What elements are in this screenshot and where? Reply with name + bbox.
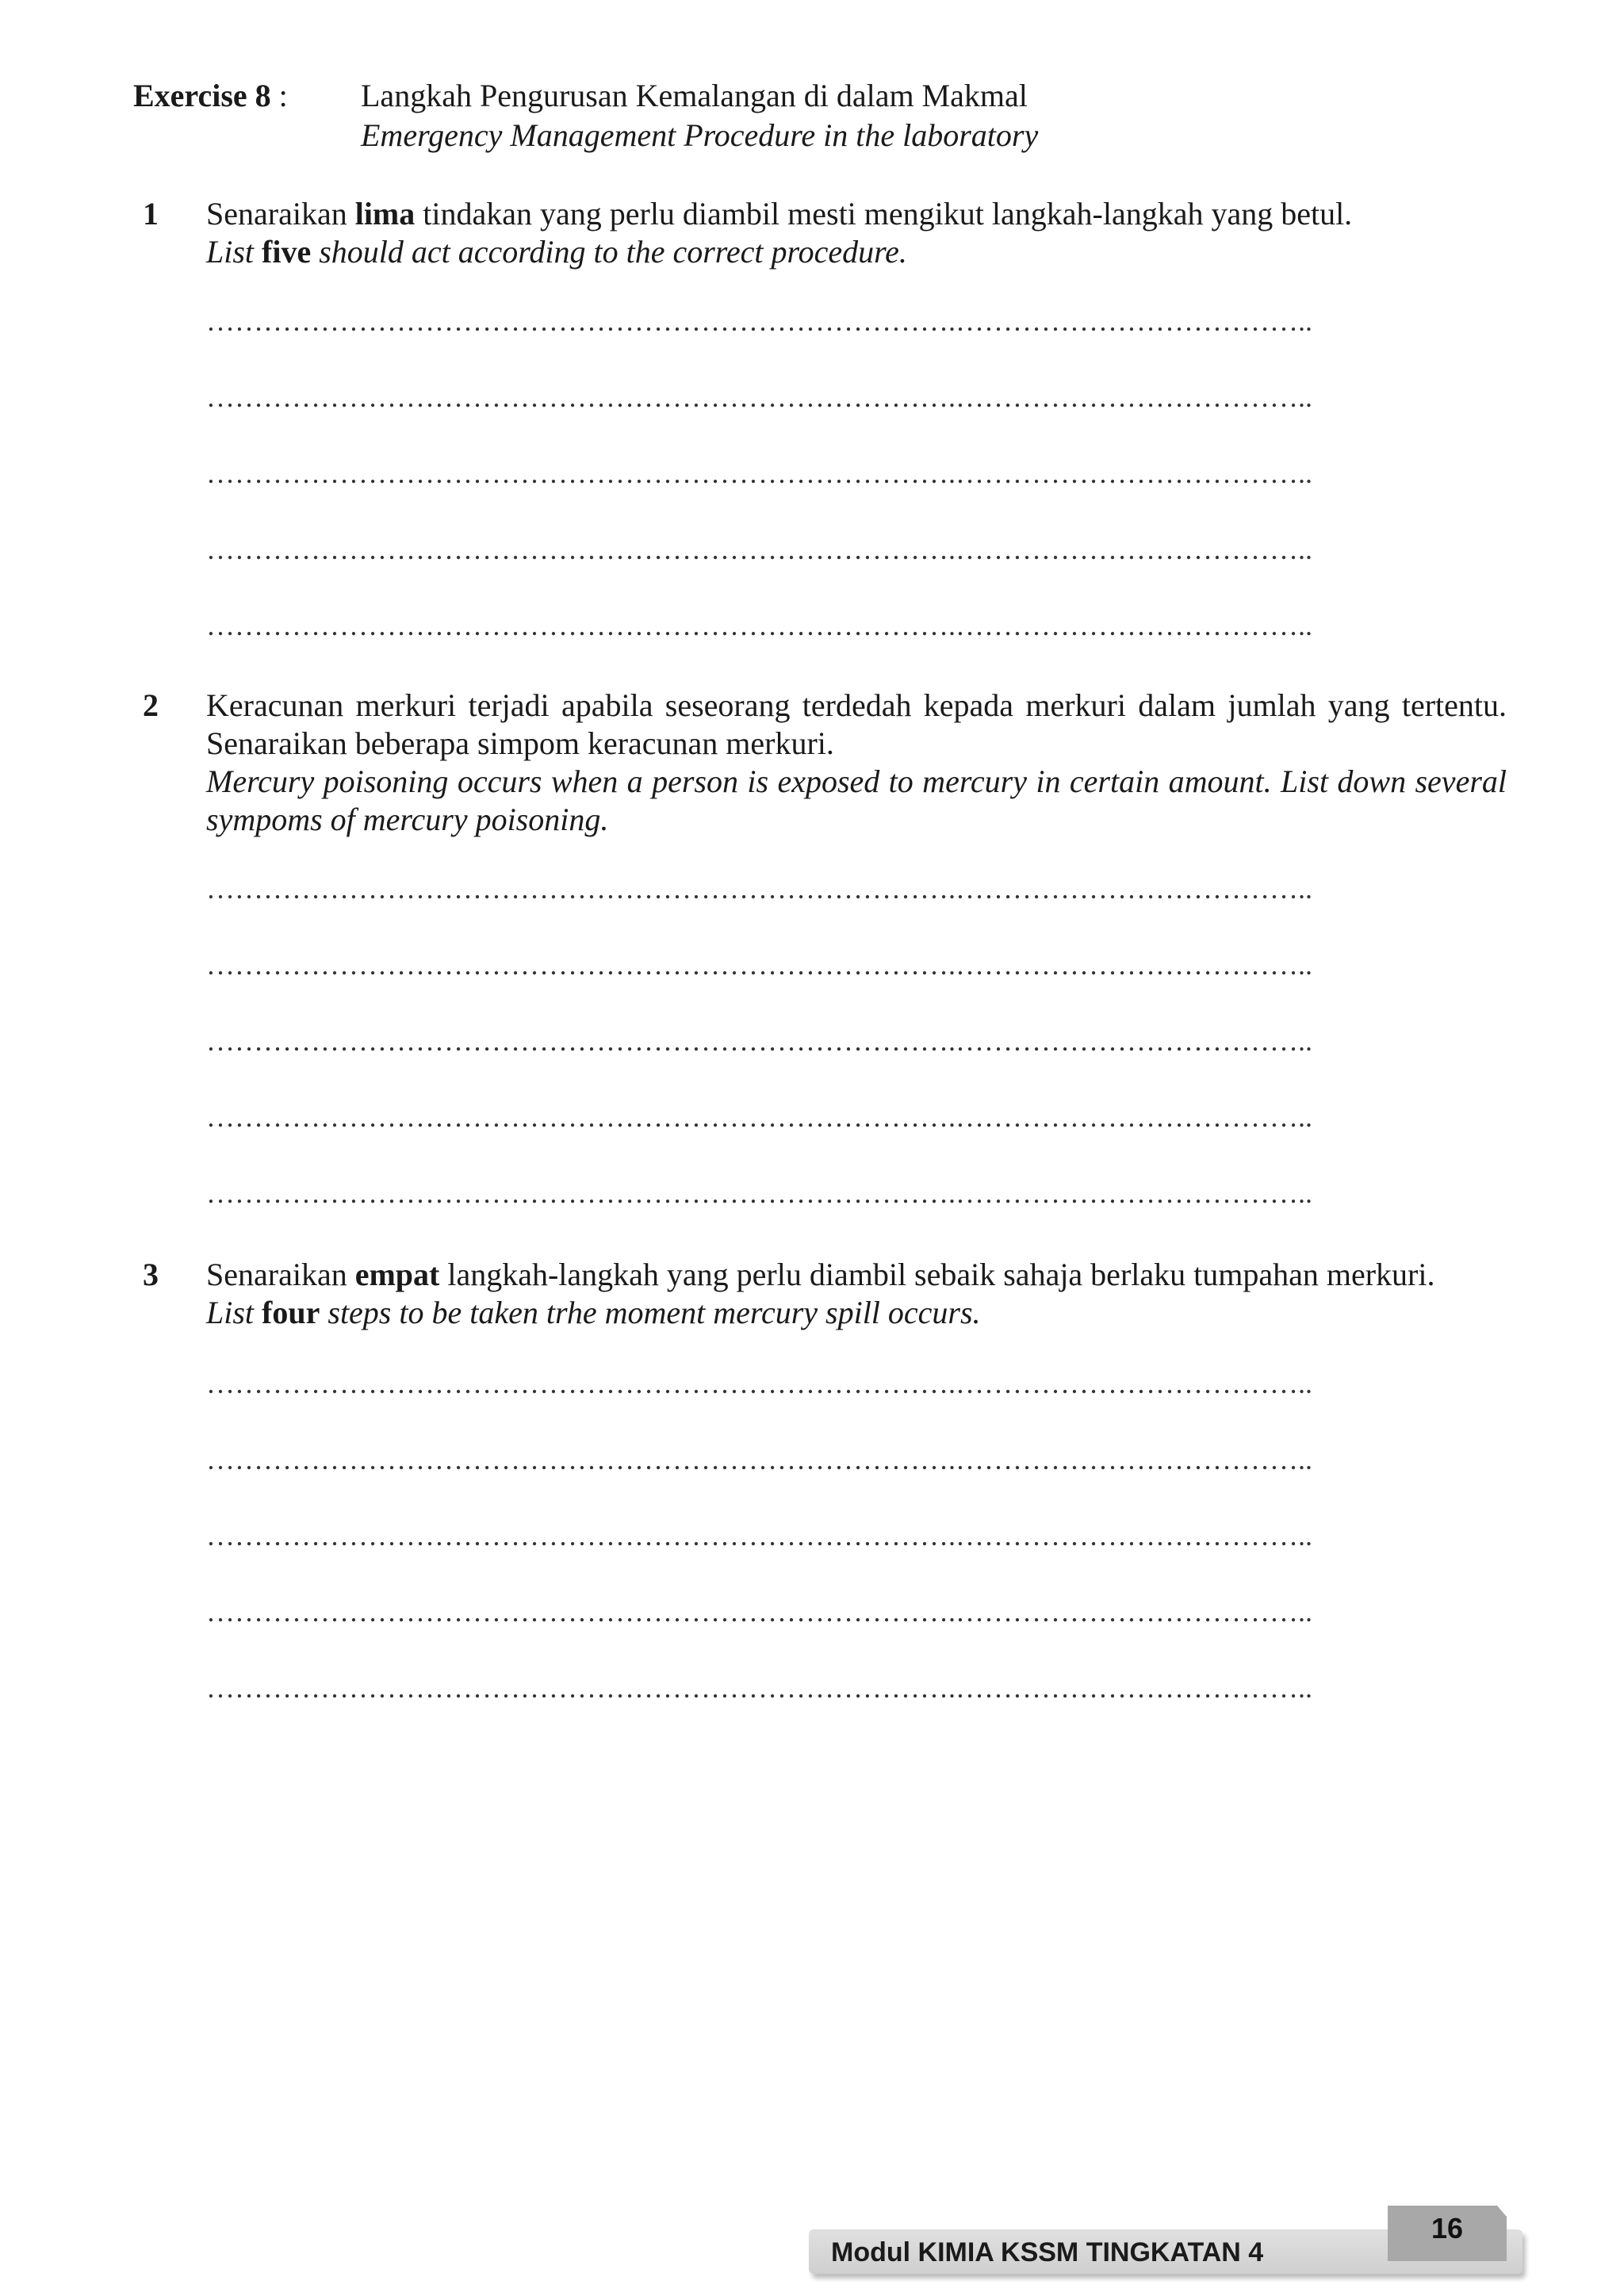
exercise-title [361,76,1038,155]
exercise-title-en: Emergency Management Procedure in the laboratory [361,117,1039,153]
question-text [206,195,1507,271]
answer-line[interactable]: …………………………………………………………………….……………………………….. [206,457,1312,489]
answer-line[interactable]: …………………………………………………………………….……………………………….. [206,610,1312,641]
question-text-en: Mercury poisoning occurs when a person is exposed to mercury in certain amount. List down several sympoms of mercury poisoning. [206,763,1507,837]
question-number: 2 [143,687,159,723]
answer-line[interactable]: …………………………………………………………………….……………………………….. [206,381,1312,413]
question-text-en: List five should act according to the correct procedure. [206,234,907,270]
answer-lines-q2 [206,837,1491,1218]
question-text-en: List four steps to be taken trhe moment mercury spill occurs. [206,1295,981,1330]
answer-line[interactable]: …………………………………………………………………….……………………………….. [206,873,1312,905]
question-text-ms: Senaraikan lima tindakan yang perlu diambil mesti mengikut langkah-langkah yang betul. [206,196,1353,232]
answer-line[interactable]: …………………………………………………………………….……………………………….. [206,534,1312,565]
answer-line[interactable]: …………………………………………………………………….……………………………….. [206,1444,1312,1475]
exercise-label: Exercise 8 : [133,78,288,113]
answer-line[interactable]: …………………………………………………………………….……………………………….. [206,1368,1312,1399]
answer-line[interactable]: …………………………………………………………………….……………………………….. [206,1672,1312,1704]
question-text-ms: Keracunan merkuri terjadi apabila seseorang terdedah kepada merkuri dalam jumlah yang tertentu. Senaraikan beberapa simpom keracunan merkuri. [206,687,1507,761]
answer-lines-q3 [206,1332,1491,1712]
answer-line[interactable]: …………………………………………………………………….……………………………….. [206,1596,1312,1628]
answer-line[interactable]: …………………………………………………………………….……………………………….. [206,305,1312,337]
answer-line[interactable]: …………………………………………………………………….……………………………….. [206,1520,1312,1552]
answer-line[interactable]: …………………………………………………………………….……………………………….. [206,1101,1312,1133]
question-text [206,687,1507,839]
question-number: 3 [143,1257,159,1292]
footer-module-title: Modul KIMIA KSSM TINGKATAN 4 [831,2237,1264,2267]
answer-lines-q1 [206,270,1491,650]
question-text [206,1256,1507,1332]
question-text-ms: Senaraikan empat langkah-langkah yang perlu diambil sebaik sahaja berlaku tumpahan merkuri. [206,1257,1435,1292]
question-number: 1 [143,196,159,232]
answer-line[interactable]: …………………………………………………………………….……………………………….. [206,1025,1312,1057]
exercise-title-ms: Langkah Pengurusan Kemalangan di dalam Makmal [361,78,1028,113]
answer-line[interactable]: …………………………………………………………………….……………………………….. [206,949,1312,981]
answer-line[interactable]: …………………………………………………………………….……………………………….. [206,1177,1312,1209]
page-number: 16 [1431,2212,1464,2244]
